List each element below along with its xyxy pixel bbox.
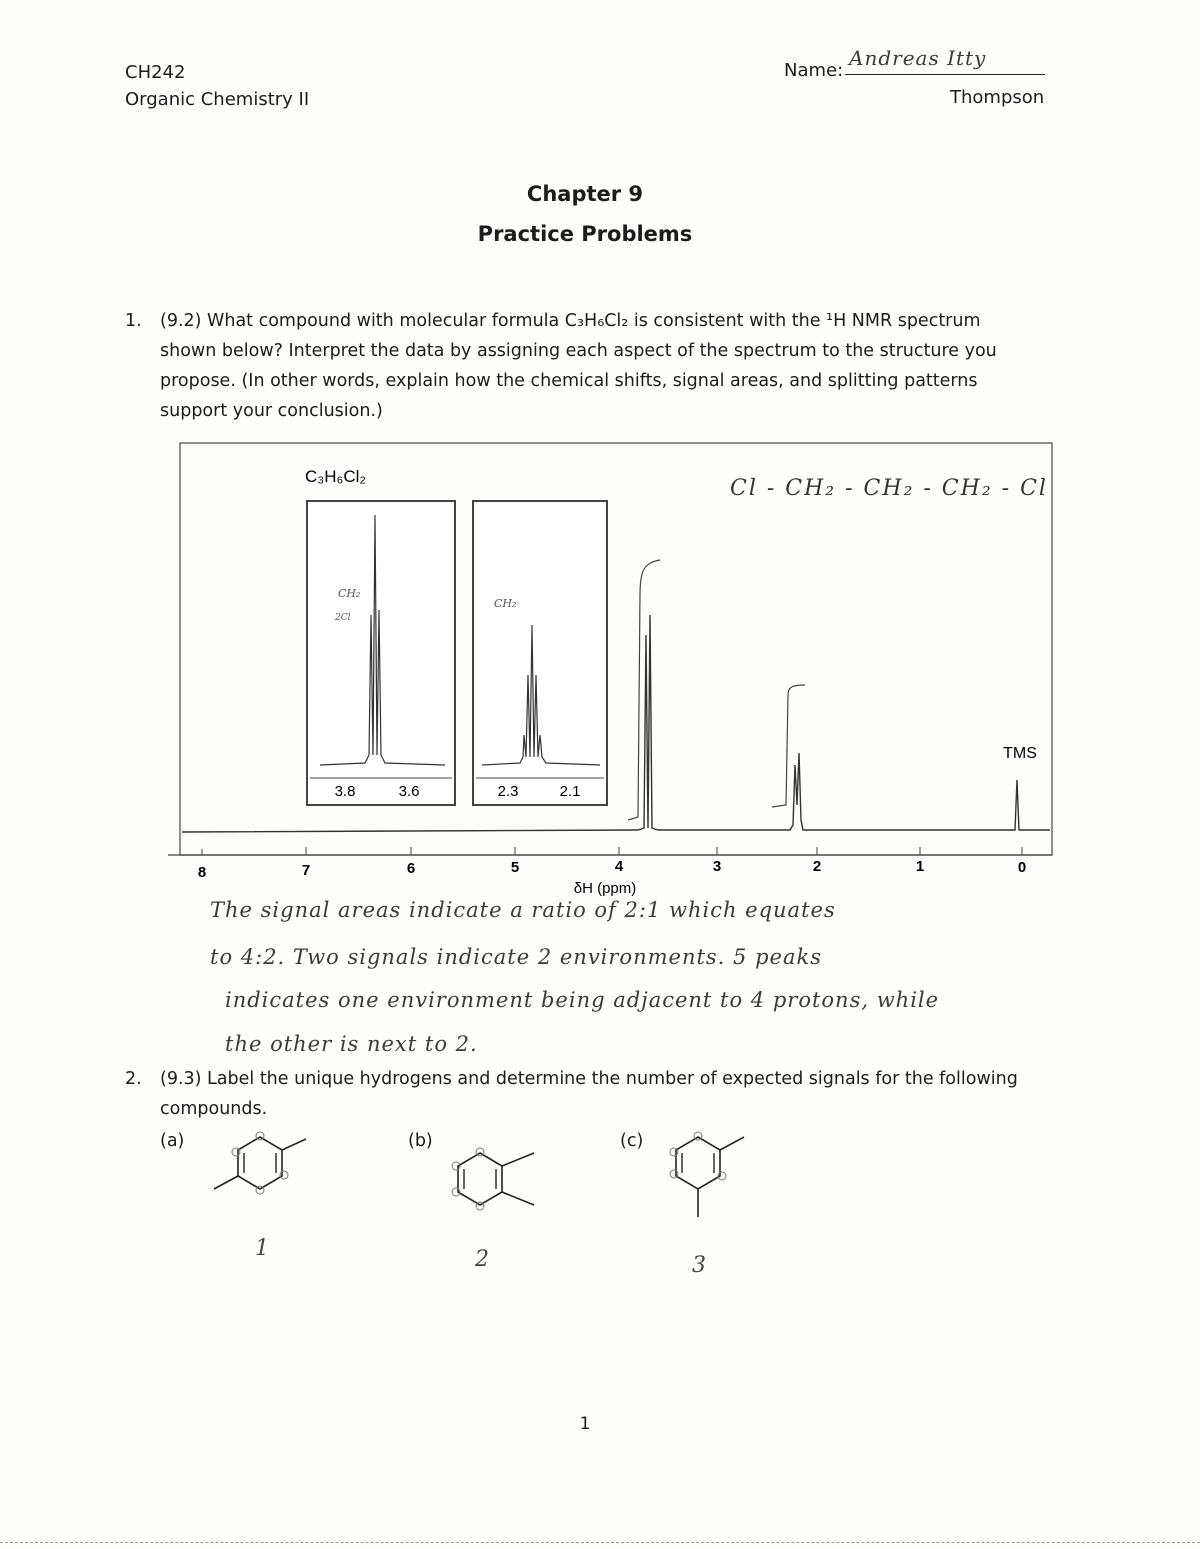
nmr-spectrum-figure [160, 435, 1060, 900]
answer-line2: to 4:2. Two signals indicate 2 environments. 5 peaks [210, 945, 822, 969]
axis-tick-5: 5 [510, 859, 520, 876]
inset-2-box [473, 501, 607, 805]
part-b-answer: 2 [475, 1247, 489, 1272]
course-name: Organic Chemistry II [125, 89, 310, 110]
molecule-b-ortho-xylene [440, 1135, 560, 1225]
course-code: CH242 [125, 62, 186, 83]
name-field [845, 44, 1045, 75]
scan-edge-line [0, 1542, 1200, 1543]
axis-tick-7: 7 [301, 862, 311, 879]
inset-1 [307, 501, 455, 805]
part-b-label: (b) [408, 1131, 433, 1151]
axis-tick-4: 4 [614, 858, 624, 875]
inset-1-note2: 2Cl [335, 613, 351, 623]
axis-tick-1: 1 [915, 858, 925, 875]
part-a-label: (a) [160, 1131, 185, 1151]
inset-2-tick-2-1: 2.1 [559, 783, 581, 800]
tms-label: TMS [1003, 745, 1037, 762]
axis-tick-0: 0 [1017, 859, 1027, 876]
axis-tick-3: 3 [712, 858, 722, 875]
inset-2-note: CH₂ [494, 597, 517, 610]
molecule-c-meta-xylene [640, 1125, 760, 1235]
part-a-answer: 1 [255, 1236, 269, 1261]
molecule-a-para-xylene [200, 1125, 320, 1215]
page-subtitle: Practice Problems [477, 222, 693, 246]
q2-text-line1: (9.3) Label the unique hydrogens and determine the number of expected signals for the following [160, 1069, 1018, 1089]
q1-text-line4: support your conclusion.) [160, 401, 383, 421]
inset-1-tick-3-6: 3.6 [398, 783, 420, 800]
axis-tick-8: 8 [197, 864, 207, 881]
inset-1-box [307, 501, 455, 805]
q1-number: 1. [125, 311, 142, 331]
q1-text-line2: shown below? Interpret the data by assigning each aspect of the spectrum to the structure you [160, 341, 997, 361]
inset-2-tick-2-3: 2.3 [497, 783, 519, 800]
page-number: 1 [579, 1414, 591, 1434]
answer-line3: indicates one environment being adjacent to 4 protons, while [225, 988, 940, 1012]
formula-label: C₃H₆Cl₂ [305, 467, 366, 486]
answer-line1: The signal areas indicate a ratio of 2:1 which equates [210, 898, 836, 922]
part-c-answer: 3 [692, 1253, 706, 1278]
inset-2 [473, 501, 607, 805]
part-c-label: (c) [620, 1131, 644, 1151]
student-name-signature: Andreas Itty [849, 46, 987, 70]
instructor-name: Thompson [950, 87, 1045, 108]
chapter-title: Chapter 9 [526, 182, 644, 206]
axis-title: δH (ppm) [573, 880, 637, 897]
q1-text-line1: (9.2) What compound with molecular formula C₃H₆Cl₂ is consistent with the ¹H NMR spectrum [160, 311, 981, 331]
q2-text-line2: compounds. [160, 1099, 268, 1119]
axis-ticks [202, 847, 1022, 855]
name-label: Name: [784, 60, 844, 81]
answer-line4: the other is next to 2. [225, 1032, 478, 1056]
axis-tick-2: 2 [812, 858, 822, 875]
inset-1-tick-3-8: 3.8 [334, 783, 356, 800]
q1-text-line3: propose. (In other words, explain how the chemical shifts, signal areas, and splitting patterns [160, 371, 978, 391]
inset-1-note: CH₂ [338, 587, 361, 600]
q2-number: 2. [125, 1069, 142, 1089]
axis-tick-6: 6 [406, 860, 416, 877]
handwritten-structure: Cl - CH₂ - CH₂ - CH₂ - Cl [730, 476, 1048, 501]
